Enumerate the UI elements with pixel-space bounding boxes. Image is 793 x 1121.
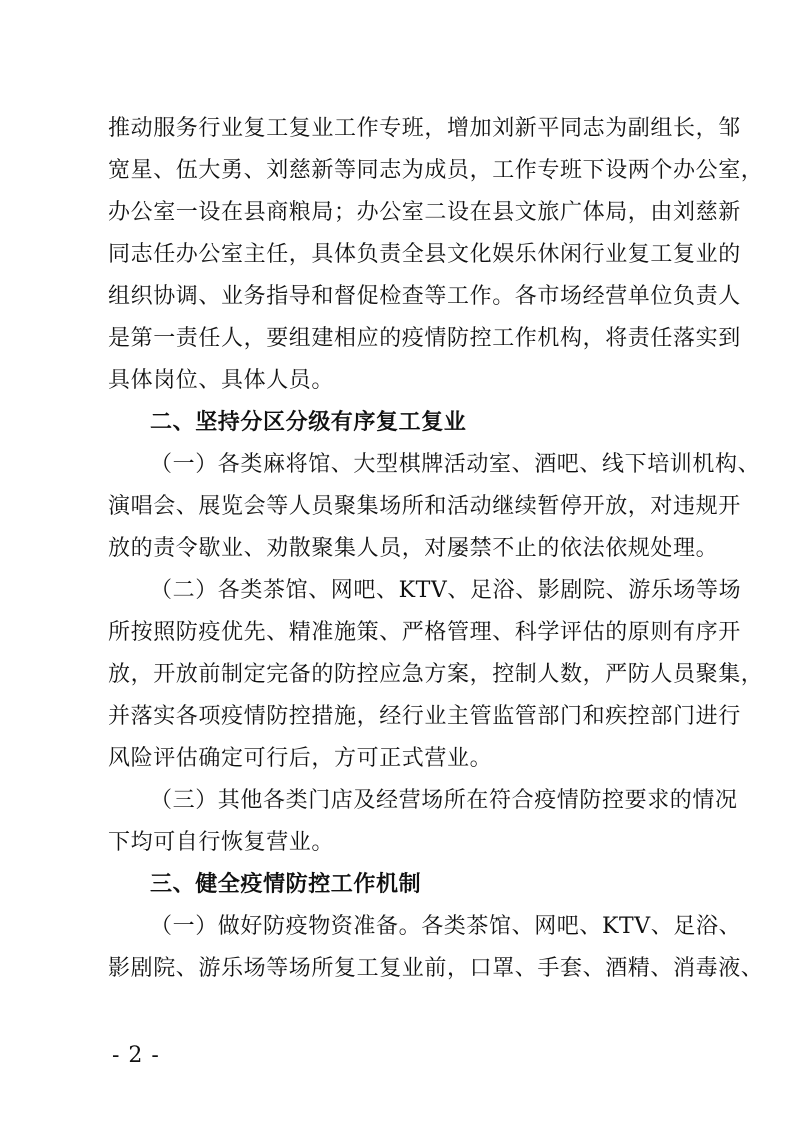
page-number: - 2 - — [112, 1043, 160, 1068]
paragraph-start-line: （一）各类麻将馆、大型棋牌活动室、酒吧、线下培训机构、 — [150, 452, 761, 477]
body-line: 风险评估确定可行后，方可正式营业。 — [108, 746, 493, 771]
body-line: 放，开放前制定完备的防控应急方案，控制人数，严防人员聚集， — [108, 662, 764, 687]
paragraph-start-line: （一）做好防疫物资准备。各类茶馆、网吧、KTV、足浴、 — [150, 914, 742, 939]
body-line: 办公室一设在县商粮局；办公室二设在县文旅广体局，由刘慈新 — [108, 200, 741, 225]
body-line: 所按照防疫优先、精准施策、严格管理、科学评估的原则有序开 — [108, 620, 741, 645]
body-line: 影剧院、游乐场等场所复工复业前，口罩、手套、酒精、消毒液、 — [108, 956, 764, 981]
body-line: 同志任办公室主任，具体负责全县文化娱乐休闲行业复工复业的 — [108, 242, 741, 267]
body-line: 宽星、伍大勇、刘慈新等同志为成员，工作专班下设两个办公室， — [108, 158, 764, 183]
section-heading-2: 二、坚持分区分级有序复工复业 — [150, 410, 467, 435]
body-line: 是第一责任人，要组建相应的疫情防控工作机构，将责任落实到 — [108, 326, 741, 351]
body-line: 并落实各项疫情防控措施，经行业主管监管部门和疾控部门进行 — [108, 704, 741, 729]
section-heading-3: 三、健全疫情防控工作机制 — [150, 872, 422, 897]
paragraph-start-line: （二）各类茶馆、网吧、KTV、足浴、影剧院、游乐场等场 — [150, 578, 742, 603]
body-line: 具体岗位、具体人员。 — [108, 368, 335, 393]
body-line: 推动服务行业复工复业工作专班，增加刘新平同志为副组长，邹 — [108, 116, 741, 141]
paragraph-start-line: （三）其他各类门店及经营场所在符合疫情防控要求的情况 — [150, 788, 738, 813]
body-line: 演唱会、展览会等人员聚集场所和活动继续暂停开放，对违规开 — [108, 494, 741, 519]
body-line: 下均可自行恢复营业。 — [108, 830, 335, 855]
body-line: 放的责令歇业、劝散聚集人员，对屡禁不止的依法依规处理。 — [108, 536, 719, 561]
body-line: 组织协调、业务指导和督促检查等工作。各市场经营单位负责人 — [108, 284, 741, 309]
